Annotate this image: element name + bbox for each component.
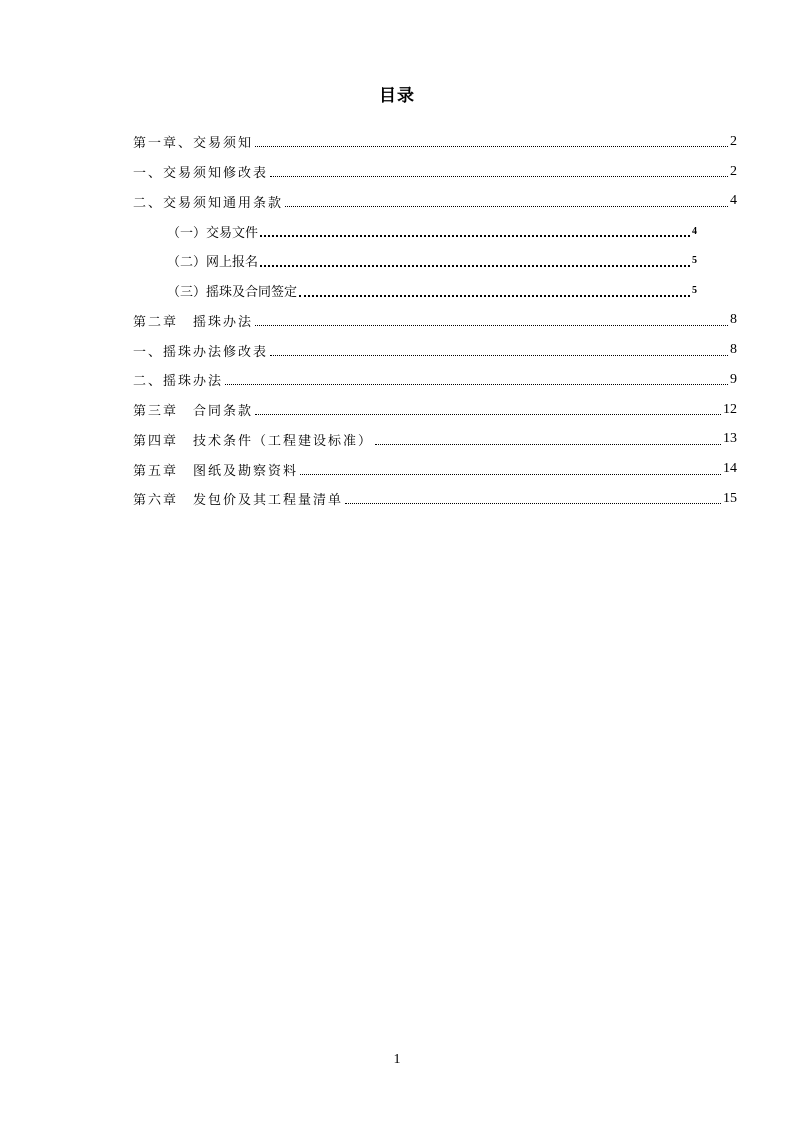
toc-entry-text: 二、交易须知通用条款 <box>133 195 284 211</box>
toc-entry-page: 8 <box>730 342 737 358</box>
toc-sub-entry[interactable] <box>133 246 697 276</box>
toc-entry-page: 2 <box>730 133 737 149</box>
toc-entry-text: （二）网上报名 <box>167 255 259 271</box>
toc-entry[interactable] <box>133 306 737 336</box>
toc-entry-text: 第六章 发包价及其工程量清单 <box>133 493 344 509</box>
toc-leader-dots <box>300 474 721 475</box>
toc-entry-text: 二、摇珠办法 <box>133 374 224 390</box>
toc-entry[interactable] <box>133 187 737 217</box>
toc-entry-text: 一、交易须知修改表 <box>133 166 269 182</box>
toc-entry[interactable] <box>133 157 737 187</box>
toc-entry-page: 15 <box>723 490 737 506</box>
toc-entry[interactable] <box>133 127 737 157</box>
page-title: 目录 <box>379 86 415 106</box>
toc-sub-entry[interactable] <box>133 216 697 246</box>
table-of-contents <box>133 127 737 514</box>
toc-entry[interactable] <box>133 335 737 365</box>
toc-leader-dots <box>270 355 728 356</box>
toc-entry-page: 5 <box>692 255 697 267</box>
toc-entry-page: 9 <box>730 371 737 387</box>
toc-entry-page: 2 <box>730 163 737 179</box>
toc-leader-dots <box>260 235 690 237</box>
toc-leader-dots <box>255 325 728 326</box>
toc-leader-dots <box>285 206 728 207</box>
toc-entry-page: 13 <box>723 431 737 447</box>
toc-entry[interactable] <box>133 425 737 455</box>
toc-entry-page: 4 <box>730 193 737 209</box>
toc-entry-text: 第四章 技术条件（工程建设标准） <box>133 433 374 449</box>
toc-entry[interactable] <box>133 365 737 395</box>
toc-entry-page: 12 <box>723 401 737 417</box>
toc-leader-dots <box>270 176 728 177</box>
toc-entry-page: 4 <box>692 225 697 237</box>
toc-entry[interactable] <box>133 395 737 425</box>
toc-entry-page: 5 <box>692 285 697 297</box>
toc-entry-text: 第一章、交易须知 <box>133 136 254 152</box>
toc-leader-dots <box>260 265 690 267</box>
toc-leader-dots <box>255 414 721 415</box>
toc-entry-page: 14 <box>723 461 737 477</box>
toc-entry-text: 第五章 图纸及勘察资料 <box>133 463 299 479</box>
toc-entry[interactable] <box>133 454 737 484</box>
toc-sub-entry[interactable] <box>133 276 697 306</box>
toc-entry-text: 第三章 合同条款 <box>133 404 254 420</box>
page-number: 1 <box>393 1052 401 1067</box>
toc-entry-text: （一）交易文件 <box>167 225 259 241</box>
toc-entry-text: （三）摇珠及合同签定 <box>167 285 298 301</box>
toc-leader-dots <box>225 384 728 385</box>
toc-leader-dots <box>345 503 721 504</box>
toc-entry-page: 8 <box>730 312 737 328</box>
toc-entry-text: 第二章 摇珠办法 <box>133 314 254 330</box>
toc-leader-dots <box>255 146 728 147</box>
toc-entry[interactable] <box>133 484 737 514</box>
toc-entry-text: 一、摇珠办法修改表 <box>133 344 269 360</box>
toc-leader-dots <box>299 295 690 297</box>
toc-leader-dots <box>375 444 721 445</box>
